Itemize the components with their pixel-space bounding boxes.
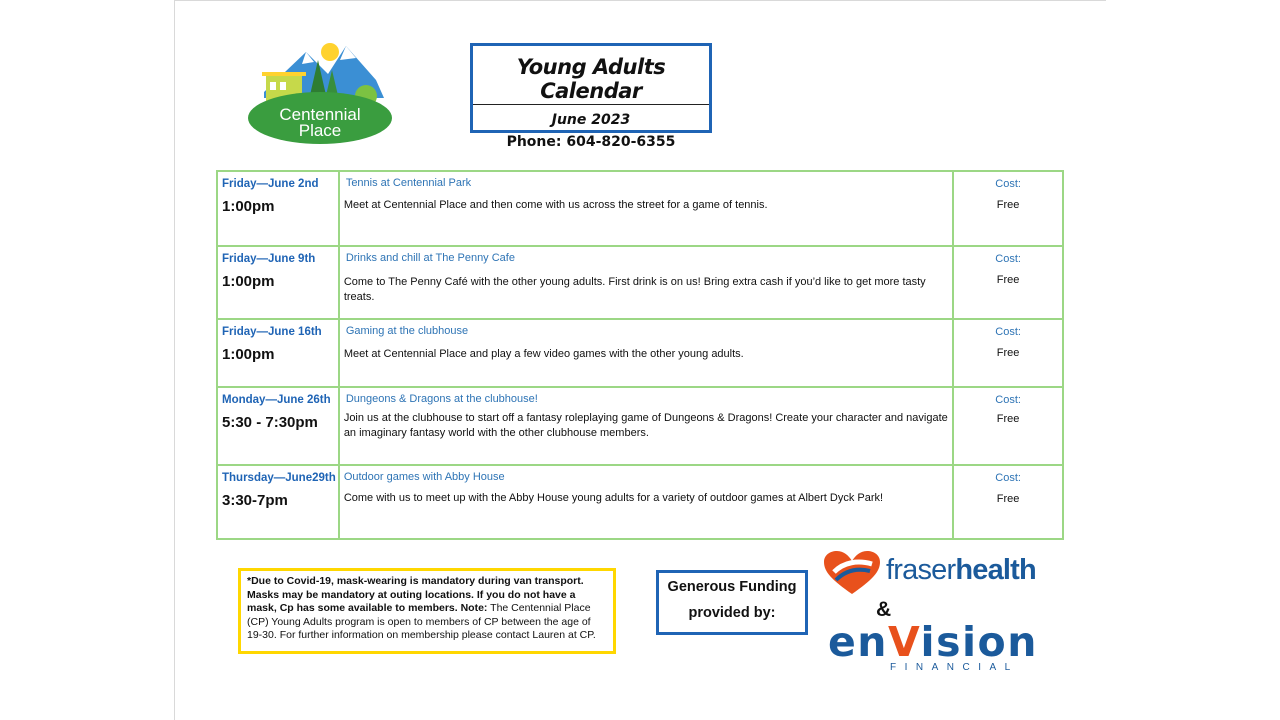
event-detail-cell xyxy=(339,171,953,246)
event-title: Gaming at the clubhouse xyxy=(345,325,469,337)
event-description: Join us at the clubhouse to start off a fantasy roleplaying game of Dungeons & Dragons! Create your character and navigate an imaginary fantasy world with the other clubhouse members. xyxy=(343,412,948,439)
event-time: 1:00pm xyxy=(222,346,275,363)
event-detail-cell xyxy=(339,319,953,387)
event-row xyxy=(217,171,1063,246)
fraser-text: fraser xyxy=(886,554,956,586)
event-title: Outdoor games with Abby House xyxy=(343,471,505,483)
event-cost-cell xyxy=(953,319,1063,387)
event-day: Friday—June 9th xyxy=(222,253,316,265)
event-date-cell xyxy=(217,246,339,319)
contact-phone: Phone: 604-820-6355 xyxy=(506,134,676,150)
fraser-health-wordmark xyxy=(886,554,1036,587)
fraser-health-logo xyxy=(822,550,1036,598)
funding-line2: provided by: xyxy=(688,605,776,621)
calendar-header xyxy=(470,43,712,150)
event-cost-cell xyxy=(953,171,1063,246)
funding-line1: Generous Funding xyxy=(667,579,797,595)
events-table xyxy=(216,170,1064,540)
health-text: health xyxy=(955,554,1036,586)
event-description: Come to The Penny Café with the other young adults. First drink is on us! Bring extra cash if you’d like to get more tasty treats. xyxy=(343,276,926,303)
event-title: Dungeons & Dragons at the clubhouse! xyxy=(345,393,538,405)
logo-text-line1: Centennial xyxy=(279,105,361,124)
page-edge-left xyxy=(174,0,175,720)
event-row xyxy=(217,465,1063,539)
event-detail-cell xyxy=(339,387,953,465)
envision-text-post: ision xyxy=(920,618,1038,666)
event-description: Come with us to meet up with the Abby House young adults for a variety of outdoor games at Albert Dyck Park! xyxy=(343,492,884,504)
logo-text-line2: Place xyxy=(298,121,342,140)
event-time: 1:00pm xyxy=(222,198,275,215)
event-row xyxy=(217,246,1063,319)
envision-financial-logo xyxy=(828,618,1038,676)
event-title: Drinks and chill at The Penny Cafe xyxy=(345,252,515,264)
event-description: Meet at Centennial Place and then come with us across the street for a game of tennis. xyxy=(343,199,768,211)
funding-box xyxy=(656,570,808,635)
cost-label: Cost: xyxy=(995,326,1021,338)
page-title: Young Adults Calendar xyxy=(473,55,709,105)
event-day: Friday—June 2nd xyxy=(222,178,319,190)
centennial-place-logo xyxy=(246,40,394,146)
cost-value: Free xyxy=(996,199,1020,211)
cost-value: Free xyxy=(996,274,1020,286)
event-day: Thursday—June29th xyxy=(222,472,336,484)
cost-value: Free xyxy=(996,347,1020,359)
event-time: 3:30-7pm xyxy=(222,492,288,509)
event-title: Tennis at Centennial Park xyxy=(345,177,472,189)
envision-wordmark xyxy=(828,618,1038,666)
event-row xyxy=(217,319,1063,387)
event-date-cell xyxy=(217,171,339,246)
event-date-cell xyxy=(217,387,339,465)
cost-label: Cost: xyxy=(995,472,1021,484)
fraser-health-heart-icon xyxy=(822,550,884,598)
event-detail-cell xyxy=(339,246,953,319)
event-day: Friday—June 16th xyxy=(222,326,322,338)
note-regular-text: The Centennial Place (CP) Young Adults program is open to members of CP between the age of 19-30. For further information on membership please contact Lauren at CP. xyxy=(247,602,596,641)
calendar-month: June 2023 xyxy=(551,112,631,128)
event-time: 5:30 - 7:30pm xyxy=(222,414,318,431)
sponsor-ampersand: & xyxy=(876,598,892,621)
event-description: Meet at Centennial Place and play a few video games with the other young adults. xyxy=(343,348,744,360)
page-edge-top xyxy=(174,0,1106,1)
event-cost-cell xyxy=(953,465,1063,539)
cost-label: Cost: xyxy=(995,253,1021,265)
covid-note xyxy=(238,568,616,654)
event-detail-cell xyxy=(339,465,953,539)
event-row xyxy=(217,387,1063,465)
cost-label: Cost: xyxy=(995,178,1021,190)
envision-v-mark: V xyxy=(888,618,921,666)
envision-text-pre: en xyxy=(828,618,888,666)
cost-label: Cost: xyxy=(995,394,1021,406)
event-cost-cell xyxy=(953,246,1063,319)
event-date-cell xyxy=(217,465,339,539)
envision-financial-text: FINANCIAL xyxy=(890,662,1019,673)
note-bold-text: *Due to Covid-19, mask-wearing is mandatory during van transport. Masks may be mandatory at outing locations. If you do not have a mask, Cp has some available to members. Note: xyxy=(247,575,584,614)
event-time: 1:00pm xyxy=(222,273,275,290)
event-date-cell xyxy=(217,319,339,387)
cost-value: Free xyxy=(996,493,1020,505)
cost-value: Free xyxy=(996,413,1020,425)
event-cost-cell xyxy=(953,387,1063,465)
event-day: Monday—June 26th xyxy=(222,394,331,406)
